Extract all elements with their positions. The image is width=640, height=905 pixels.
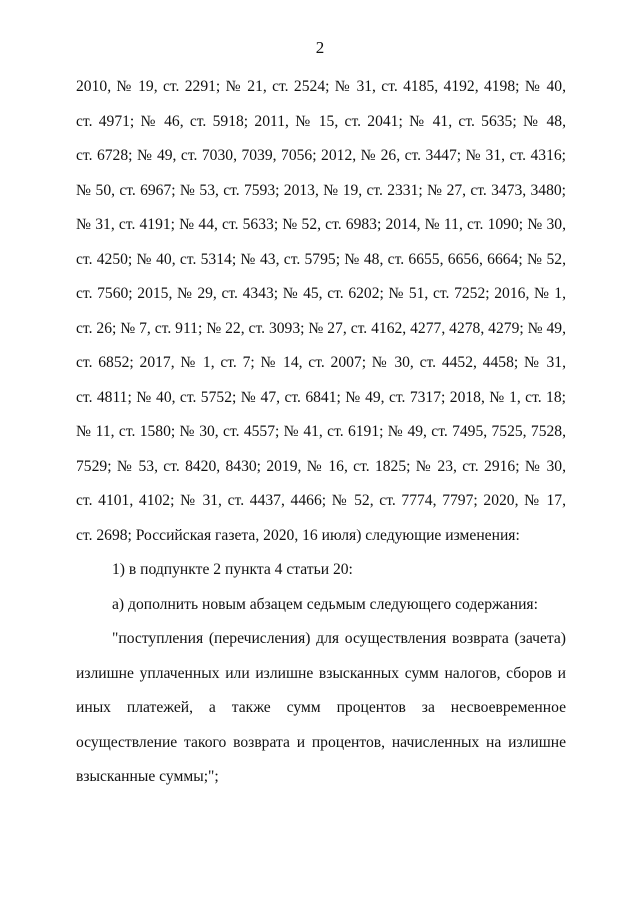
quoted-text-line: излишне уплаченных или излишне взысканных сумм налогов, сборов и (76, 664, 566, 682)
text-line: ст. 2698; Российская газета, 2020, 16 июля) следующие изменения: (76, 526, 520, 544)
text-line: № 50, ст. 6967; № 53, ст. 7593; 2013, № 19, ст. 2331; № 27, ст. 3473, 3480; (76, 181, 566, 199)
list-item-1: 1) в подпункте 2 пункта 4 статьи 20: (112, 561, 353, 578)
text-line: № 11, ст. 1580; № 30, ст. 4557; № 41, ст. 6191; № 49, ст. 7495, 7525, 7528, (76, 423, 566, 440)
text-line: ст. 4971; № 46, ст. 5918; 2011, № 15, ст. 2041; № 41, ст. 5635; № 48, (76, 112, 566, 130)
quoted-text-line: иных платежей, а также сумм процентов за несвоевременное (76, 699, 566, 716)
quoted-text-line: осуществление такого возврата и процентов, начисленных на излишне (76, 733, 566, 751)
sub-item-a: а) дополнить новым абзацем седьмым следующего содержания: (112, 595, 538, 613)
text-line: ст. 7560; 2015, № 29, ст. 4343; № 45, ст. 6202; № 51, ст. 7252; 2016, № 1, (76, 285, 566, 302)
text-line: ст. 6852; 2017, № 1, ст. 7; № 14, ст. 2007; № 30, ст. 4452, 4458; № 31, (76, 354, 566, 371)
text-line: 7529; № 53, ст. 8420, 8430; 2019, № 16, ст. 1825; № 23, ст. 2916; № 30, (76, 457, 566, 475)
text-line: 2010, № 19, ст. 2291; № 21, ст. 2524; № 31, ст. 4185, 4192, 4198; № 40, (76, 78, 566, 95)
page-number: 2 (315, 38, 325, 57)
text-line: ст. 6728; № 49, ст. 7030, 7039, 7056; 2012, № 26, ст. 3447; № 31, ст. 4316; (76, 147, 566, 164)
text-line: ст. 4250; № 40, ст. 5314; № 43, ст. 5795; № 48, ст. 6655, 6656, 6664; № 52, (76, 250, 566, 268)
text-line: № 31, ст. 4191; № 44, ст. 5633; № 52, ст. 6983; 2014, № 11, ст. 1090; № 30, (76, 216, 566, 233)
quoted-text-line: "поступления (перечисления) для осуществления возврата (зачета) (112, 630, 566, 647)
document-body (76, 72, 566, 797)
text-line: ст. 4101, 4102; № 31, ст. 4437, 4466; № 52, ст. 7774, 7797; 2020, № 17, (76, 492, 566, 509)
quoted-text-line: взысканные суммы;"; (76, 768, 219, 785)
text-line: ст. 4811; № 40, ст. 5752; № 47, ст. 6841; № 49, ст. 7317; 2018, № 1, ст. 18; (76, 388, 566, 406)
text-line: ст. 26; № 7, ст. 911; № 22, ст. 3093; № 27, ст. 4162, 4277, 4278, 4279; № 49, (76, 319, 566, 337)
